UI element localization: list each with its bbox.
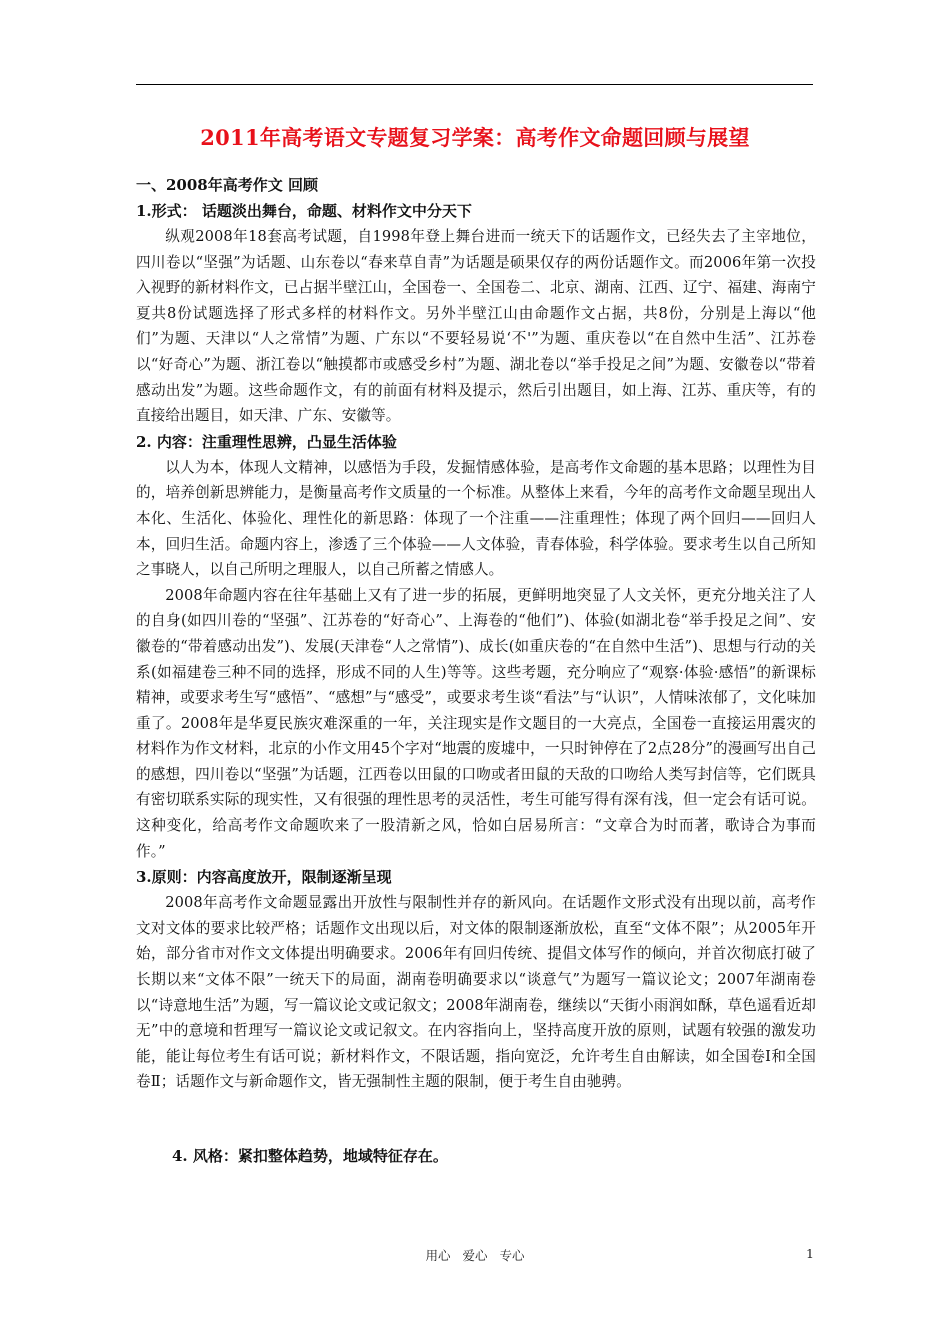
subsection-heading-principle: 3.原则：内容高度放开，限制逐渐呈现 (136, 868, 392, 887)
document-body (136, 172, 816, 1169)
paragraph-content-2: 2008年命题内容在往年基础上又有了进一步的拓展，更鲜明地突显了人文关怀，更充分地关注了人的自身(如四川卷的“坚强”、江苏卷的“好奇心”、上海卷的“他们”)、体验(如湖北卷“举手投足之间”、安徽卷的“带着感动出发”)、发展(天津卷“人之常情”)、成长(如重庆卷的“在自然中生活”)、思想与行动的关系(如福建卷三种不同的选择，形成不同的人生)等等。这些考题，充分响应了“观察·体验·感悟”的新课标精神，或要求考生写“感悟”、“感想”与“感受”，或要求考生谈“看法”与“认识”，人情味浓郁了，文化味加重了。2008年是华夏民族灾难深重的一年，关注现实是作文题目的一大亮点，全国卷一直接运用震灾的材料作为作文材料，北京的小作文用45个字对“地震的废墟中，一只时钟停在了2点28分”的漫画写出自己的感想，四川卷以“坚强”为话题，江西卷以田鼠的口吻或者田鼠的天敌的口吻给人类写封信等，它们既具有密切联系实际的现实性，又有很强的理性思考的灵活性，考生可能写得有深有浅，但一定会有话可说。这种变化，给高考作文命题吹来了一股清新之风，恰如白居易所言：“文章合为时而著，歌诗合为事而作。” (136, 586, 816, 860)
section-heading: 一、2008年高考作文 回顾 (136, 176, 318, 194)
page-footer (0, 1246, 950, 1266)
footer-motto: 用心 爱心 专心 (425, 1248, 525, 1263)
document-title: 2011年高考语文专题复习学案：高考作文命题回顾与展望 (200, 125, 750, 150)
header-rule (136, 84, 813, 85)
paragraph-content-1: 以人为本，体现人文精神，以感悟为手段，发掘情感体验，是高考作文命题的基本思路；以理性为目的，培养创新思辨能力，是衡量高考作文质量的一个标准。从整体上来看，今年的高考作文命题呈现出人本化、生活化、体验化、理性化的新思路：体现了一个注重——注重理性；体现了两个回归——回归人本，回归生活。命题内容上，渗透了三个体验——人文体验，青春体验，科学体验。要求考生以自己所知之事晓人，以自己所明之理服人，以自己所蓄之情感人。 (136, 458, 816, 579)
paragraph-principle: 2008年高考作文命题显露出开放性与限制性并存的新风向。在话题作文形式没有出现以前，高考作文对文体的要求比较严格；话题作文出现以后，对文体的限制逐渐放松，直至“文体不限”；从2005年开始，部分省市对作文文体提出明确要求。2006年有回归传统、提倡文体写作的倾向，并首次彻底打破了长期以来“文体不限”一统天下的局面，湖南卷明确要求以“谈意气”为题写一篇议论文；2007年湖南卷以“诗意地生活”为题，写一篇议论文或记叙文；2008年湖南卷，继续以“天街小雨润如酥，草色遥看近却无”中的意境和哲理写一篇议论文或记叙文。在内容指向上，坚持高度开放的原则，试题有较强的激发功能，能让每位考生有话可说；新材料作文，不限话题，指向宽泛，允许考生自由解读，如全国卷Ⅰ和全国卷Ⅱ；话题作文与新命题作文，皆无强制性主题的限制，便于考生自由驰骋。 (136, 894, 816, 1091)
paragraph-form: 纵观2008年18套高考试题，自1998年登上舞台进而一统天下的话题作文，已经失去了主宰地位，四川卷以“坚强”为话题、山东卷以“春来草自青”为话题是硕果仅存的两份话题作文。而2006年第一次投入视野的新材料作文，已占据半壁江山，全国卷一、全国卷二、北京、湖南、江西、辽宁、福建、海南宁夏共8份试题选择了形式多样的材料作文。另外半壁江山由命题作文占据，共8份，分别是上海以“他们”为题、天津以“人之常情”为题、广东以“不要轻易说‘不'”为题、重庆卷以“在自然中生活”、江苏卷以“好奇心”为题、浙江卷以“触摸都市或感受乡村”为题、湖北卷以“举手投足之间”为题、安徽卷以“带着感动出发”为题。这些命题作文，有的前面有材料及提示，然后引出题目，如上海、江苏、重庆等，有的直接给出题目，如天津、广东、安徽等。 (136, 228, 816, 425)
subsection-heading-content: 2. 内容：注重理性思辨，凸显生活体验 (136, 432, 397, 451)
blank-space (136, 1095, 816, 1143)
subsection-heading-form: 1.形式： 话题淡出舞台，命题、材料作文中分天下 (136, 202, 472, 220)
subsection-heading-style: 4. 风格：紧扣整体趋势，地域特征存在。 (172, 1147, 448, 1165)
page-number: 1 (806, 1246, 814, 1261)
